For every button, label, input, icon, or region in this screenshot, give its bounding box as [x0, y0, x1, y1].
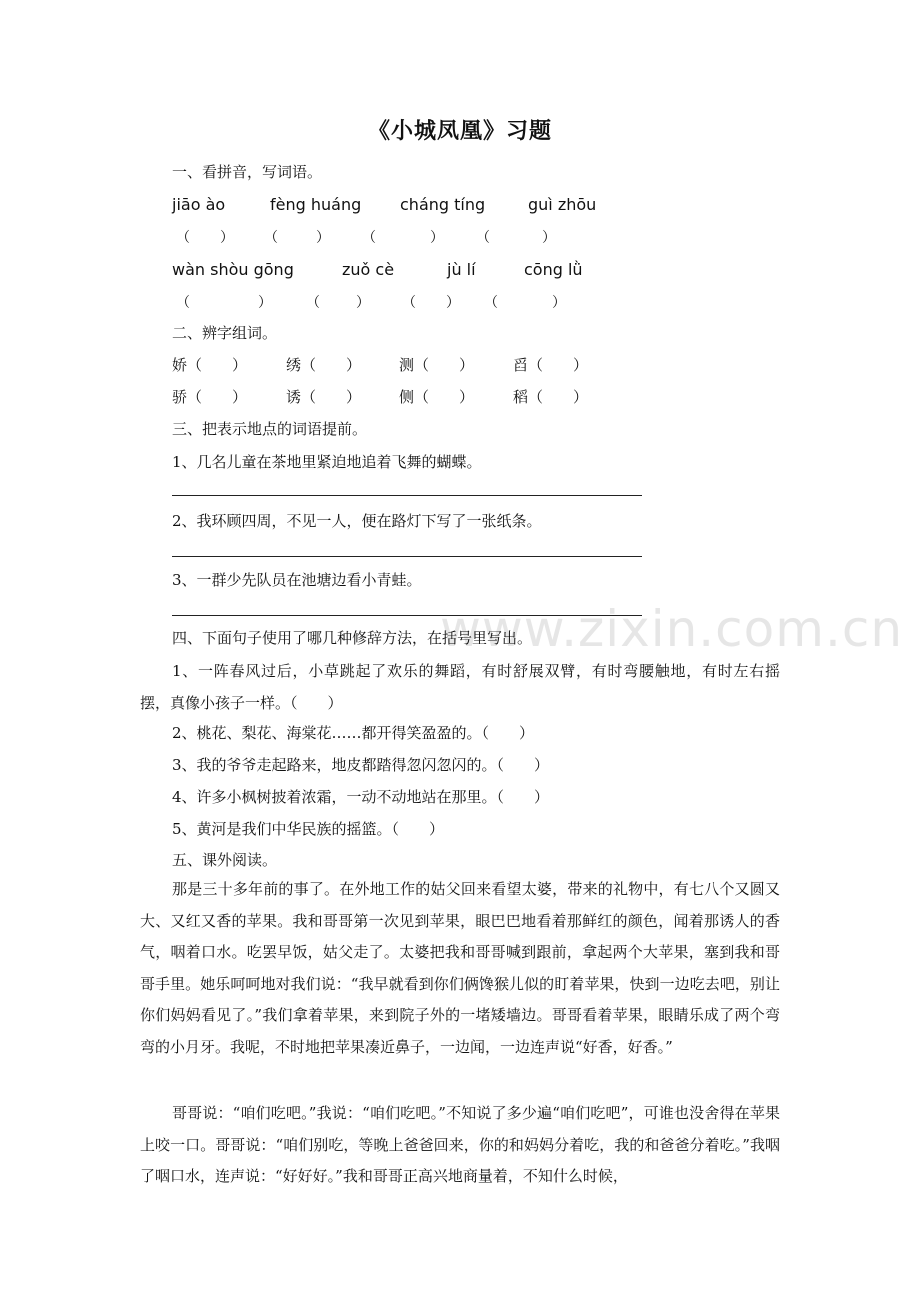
pinyin-gui-zhou: guì zhōu: [528, 195, 597, 214]
rewrite-sentence-3: 3、一群少先队员在池塘边看小青蛙。: [172, 571, 422, 589]
answer-box-open: （: [362, 230, 376, 246]
pinyin-ju-li: jù lí: [447, 260, 476, 279]
char-group-item: 绣（ ）: [286, 356, 362, 374]
char-group-item: 稻（ ）: [513, 388, 589, 406]
pinyin-cong-lv: cōng lǜ: [524, 260, 583, 279]
char-group-item: 诱（ ）: [286, 388, 362, 406]
answer-box-close: ）: [446, 295, 460, 311]
section3-heading: 三、把表示地点的词语提前。: [172, 420, 368, 438]
answer-box-close: ）: [552, 295, 566, 311]
rhetoric-sentence-5: 5、黄河是我们中华民族的摇篮。（ ）: [172, 820, 445, 838]
section1-heading: 一、看拼音，写词语。: [172, 163, 323, 181]
answer-box-close: ）: [430, 230, 444, 246]
page-title: 《小城凤凰》习题: [367, 119, 552, 144]
pinyin-zuo-ce: zuǒ cè: [342, 260, 395, 279]
answer-box-open: （: [176, 295, 190, 311]
rhetoric-sentence-4: 4、许多小枫树披着浓霜，一动不动地站在那里。（ ）: [172, 788, 550, 806]
answer-box-open: （: [306, 295, 320, 311]
char-group-item: 测（ ）: [399, 356, 475, 374]
answer-box-close: ）: [258, 295, 272, 311]
char-group-item: 娇（ ）: [172, 356, 248, 374]
answer-box-close: ）: [542, 230, 556, 246]
answer-box-open: （: [476, 230, 490, 246]
section2-heading: 二、辨字组词。: [172, 324, 278, 342]
answer-box-close: ）: [220, 230, 234, 246]
section4-heading: 四、下面句子使用了哪几种修辞方法，在括号里写出。: [172, 629, 533, 647]
char-group-item: 舀（ ）: [513, 356, 589, 374]
answer-line: [172, 495, 642, 496]
pinyin-chang-ting: cháng tíng: [400, 195, 486, 214]
answer-box-open: （: [176, 230, 190, 246]
rewrite-sentence-1: 1、几名儿童在茶地里紧迫地追着飞舞的蝴蝶。: [172, 453, 482, 471]
watermark: www.zixin.com.cn: [440, 600, 904, 658]
pinyin-jiao-ao: jiāo ào: [172, 195, 226, 214]
rewrite-sentence-2: 2、我环顾四周，不见一人，便在路灯下写了一张纸条。: [172, 512, 542, 530]
rhetoric-sentence-2: 2、桃花、梨花、海棠花……都开得笑盈盈的。（ ）: [172, 724, 535, 742]
reading-paragraph-1: 那是三十多年前的事了。在外地工作的姑父回来看望太婆，带来的礼物中，有七八个又圆又大、又红又香的苹果。我和哥哥第一次见到苹果，眼巴巴地看着那鲜红的颜色，闻着那诱人的香气，咽着口水。吃罢早饭，姑父走了。太婆把我和哥哥喊到跟前，拿起两个大苹果，塞到我和哥哥手里。她乐呵呵地对我们说：“我早就看到你们俩馋猴儿似的盯着苹果，快到一边吃去吧，别让你们妈妈看见了。”我们拿着苹果，来到院子外的一堵矮墙边。哥哥看着苹果，眼睛乐成了两个弯弯的小月牙。我呢，不时地把苹果凑近鼻子，一边闻，一边连声说“好香，好香。”: [140, 880, 780, 1056]
pinyin-feng-huang: fèng huáng: [270, 195, 362, 214]
answer-box-close: ）: [356, 295, 370, 311]
rhetoric-sentence-1: 1、一阵春风过后，小草跳起了欢乐的舞蹈，有时舒展双臂，有时弯腰触地，有时左右摇摆，真像小孩子一样。（ ）: [140, 662, 780, 712]
char-group-item: 侧（ ）: [399, 388, 475, 406]
rhetoric-sentence-3: 3、我的爷爷走起路来，地皮都踏得忽闪忽闪的。（ ）: [172, 756, 550, 774]
answer-line: [172, 556, 642, 557]
reading-paragraph-2: 哥哥说：“咱们吃吧。”我说：“咱们吃吧。”不知说了多少遍“咱们吃吧”，可谁也没舍得在苹果上咬一口。哥哥说：“咱们别吃，等晚上爸爸回来，你的和妈妈分着吃，我的和爸爸分着吃。”我咽了咽口水，连声说：“好好好。”我和哥哥正高兴地商量着，不知什么时候，: [140, 1104, 780, 1185]
char-group-item: 骄（ ）: [172, 388, 248, 406]
answer-box-close: ）: [316, 230, 330, 246]
answer-box-open: （: [484, 295, 498, 311]
pinyin-wan-shou-gong: wàn shòu gōng: [172, 260, 294, 279]
answer-box-open: （: [264, 230, 278, 246]
answer-box-open: （: [402, 295, 416, 311]
section5-heading: 五、课外阅读。: [172, 851, 278, 869]
answer-line: [172, 615, 642, 616]
